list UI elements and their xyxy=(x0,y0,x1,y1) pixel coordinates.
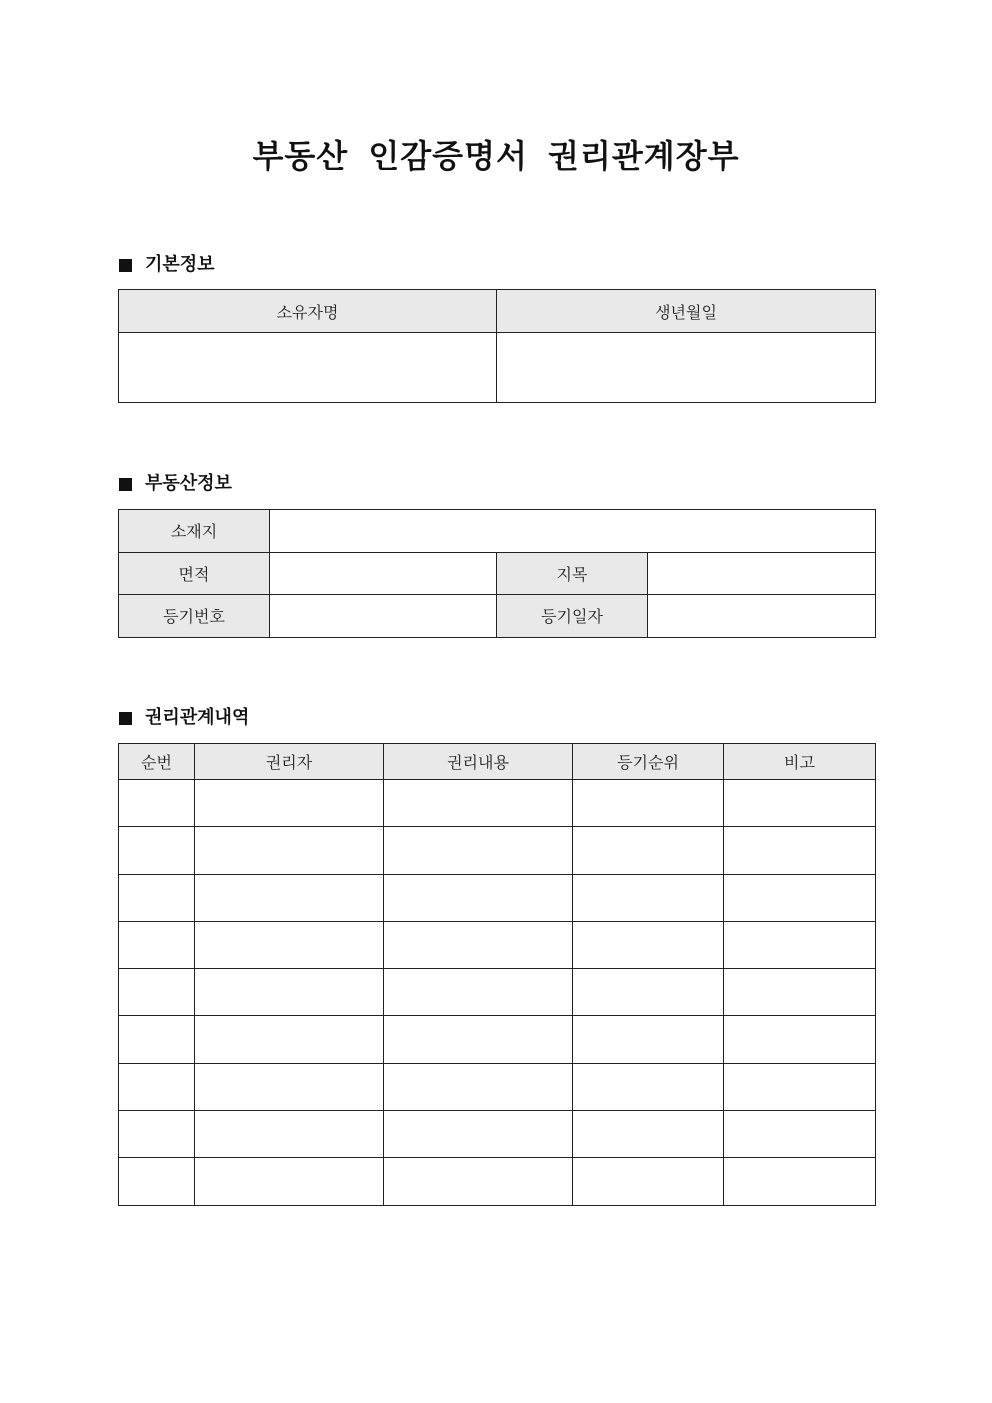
sequence-cell[interactable] xyxy=(119,969,195,1016)
location-label: 소재지 xyxy=(119,510,270,553)
sequence-cell[interactable] xyxy=(119,1063,195,1110)
sequence-cell[interactable] xyxy=(119,1111,195,1158)
right-content-cell[interactable] xyxy=(384,1158,573,1205)
sequence-cell[interactable] xyxy=(119,1158,195,1205)
registration-date-field[interactable] xyxy=(648,595,876,638)
right-content-cell[interactable] xyxy=(384,1016,573,1063)
right-content-column-header: 권리내용 xyxy=(384,744,573,780)
registration-rank-cell[interactable] xyxy=(573,1111,724,1158)
basic-info-table xyxy=(118,289,876,403)
registration-rank-cell[interactable] xyxy=(573,1063,724,1110)
location-field[interactable] xyxy=(270,510,876,553)
owner-name-field[interactable] xyxy=(119,333,497,403)
remarks-cell[interactable] xyxy=(724,1158,876,1205)
property-info-heading xyxy=(119,472,232,496)
square-bullet-icon xyxy=(119,478,132,491)
registration-rank-cell[interactable] xyxy=(573,780,724,827)
right-holder-cell[interactable] xyxy=(195,780,384,827)
table-row xyxy=(119,827,876,874)
document-title: 부동산 인감증명서 권리관계장부 xyxy=(252,137,740,175)
table-row xyxy=(119,874,876,921)
remarks-cell[interactable] xyxy=(724,969,876,1016)
table-row xyxy=(119,780,876,827)
right-holder-cell[interactable] xyxy=(195,1063,384,1110)
area-label: 면적 xyxy=(119,552,270,595)
remarks-cell[interactable] xyxy=(724,874,876,921)
registration-rank-cell[interactable] xyxy=(573,1158,724,1205)
right-content-cell[interactable] xyxy=(384,827,573,874)
right-holder-cell[interactable] xyxy=(195,874,384,921)
right-holder-cell[interactable] xyxy=(195,827,384,874)
rights-table-body xyxy=(119,780,876,1206)
remarks-cell[interactable] xyxy=(724,1016,876,1063)
basic-info-heading xyxy=(119,253,215,277)
rights-history-heading-label: 권리관계내역 xyxy=(145,707,250,728)
right-holder-column-header: 권리자 xyxy=(195,744,384,780)
land-category-field[interactable] xyxy=(648,552,876,595)
right-holder-cell[interactable] xyxy=(195,1158,384,1205)
right-holder-cell[interactable] xyxy=(195,969,384,1016)
remarks-cell[interactable] xyxy=(724,1063,876,1110)
table-row xyxy=(119,969,876,1016)
right-content-cell[interactable] xyxy=(384,921,573,968)
table-row xyxy=(119,1111,876,1158)
remarks-column-header: 비고 xyxy=(724,744,876,780)
owner-name-header: 소유자명 xyxy=(119,290,497,333)
sequence-cell[interactable] xyxy=(119,1016,195,1063)
birth-date-header: 생년월일 xyxy=(497,290,876,333)
area-field[interactable] xyxy=(270,552,497,595)
sequence-cell[interactable] xyxy=(119,780,195,827)
square-bullet-icon xyxy=(119,712,132,725)
right-content-cell[interactable] xyxy=(384,874,573,921)
registration-rank-cell[interactable] xyxy=(573,874,724,921)
property-info-table xyxy=(118,509,876,638)
sequence-cell[interactable] xyxy=(119,827,195,874)
land-category-label: 지목 xyxy=(497,552,648,595)
basic-info-heading-label: 기본정보 xyxy=(145,254,215,275)
birth-date-field[interactable] xyxy=(497,333,876,403)
remarks-cell[interactable] xyxy=(724,1111,876,1158)
right-content-cell[interactable] xyxy=(384,1063,573,1110)
property-info-heading-label: 부동산정보 xyxy=(145,473,232,494)
table-row xyxy=(119,921,876,968)
registration-number-field[interactable] xyxy=(270,595,497,638)
registration-number-label: 등기번호 xyxy=(119,595,270,638)
right-content-cell[interactable] xyxy=(384,969,573,1016)
registration-rank-cell[interactable] xyxy=(573,969,724,1016)
registration-rank-cell[interactable] xyxy=(573,827,724,874)
registration-rank-cell[interactable] xyxy=(573,1016,724,1063)
remarks-cell[interactable] xyxy=(724,921,876,968)
rights-history-table xyxy=(118,743,876,1206)
sequence-cell[interactable] xyxy=(119,874,195,921)
remarks-cell[interactable] xyxy=(724,827,876,874)
right-content-cell[interactable] xyxy=(384,780,573,827)
sequence-column-header: 순번 xyxy=(119,744,195,780)
square-bullet-icon xyxy=(119,259,132,272)
rights-history-heading xyxy=(119,706,249,730)
right-holder-cell[interactable] xyxy=(195,921,384,968)
table-row xyxy=(119,1016,876,1063)
registration-rank-column-header: 등기순위 xyxy=(573,744,724,780)
table-row xyxy=(119,1063,876,1110)
right-holder-cell[interactable] xyxy=(195,1111,384,1158)
registration-date-label: 등기일자 xyxy=(497,595,648,638)
right-content-cell[interactable] xyxy=(384,1111,573,1158)
right-holder-cell[interactable] xyxy=(195,1016,384,1063)
sequence-cell[interactable] xyxy=(119,921,195,968)
registration-rank-cell[interactable] xyxy=(573,921,724,968)
table-row xyxy=(119,1158,876,1205)
remarks-cell[interactable] xyxy=(724,780,876,827)
